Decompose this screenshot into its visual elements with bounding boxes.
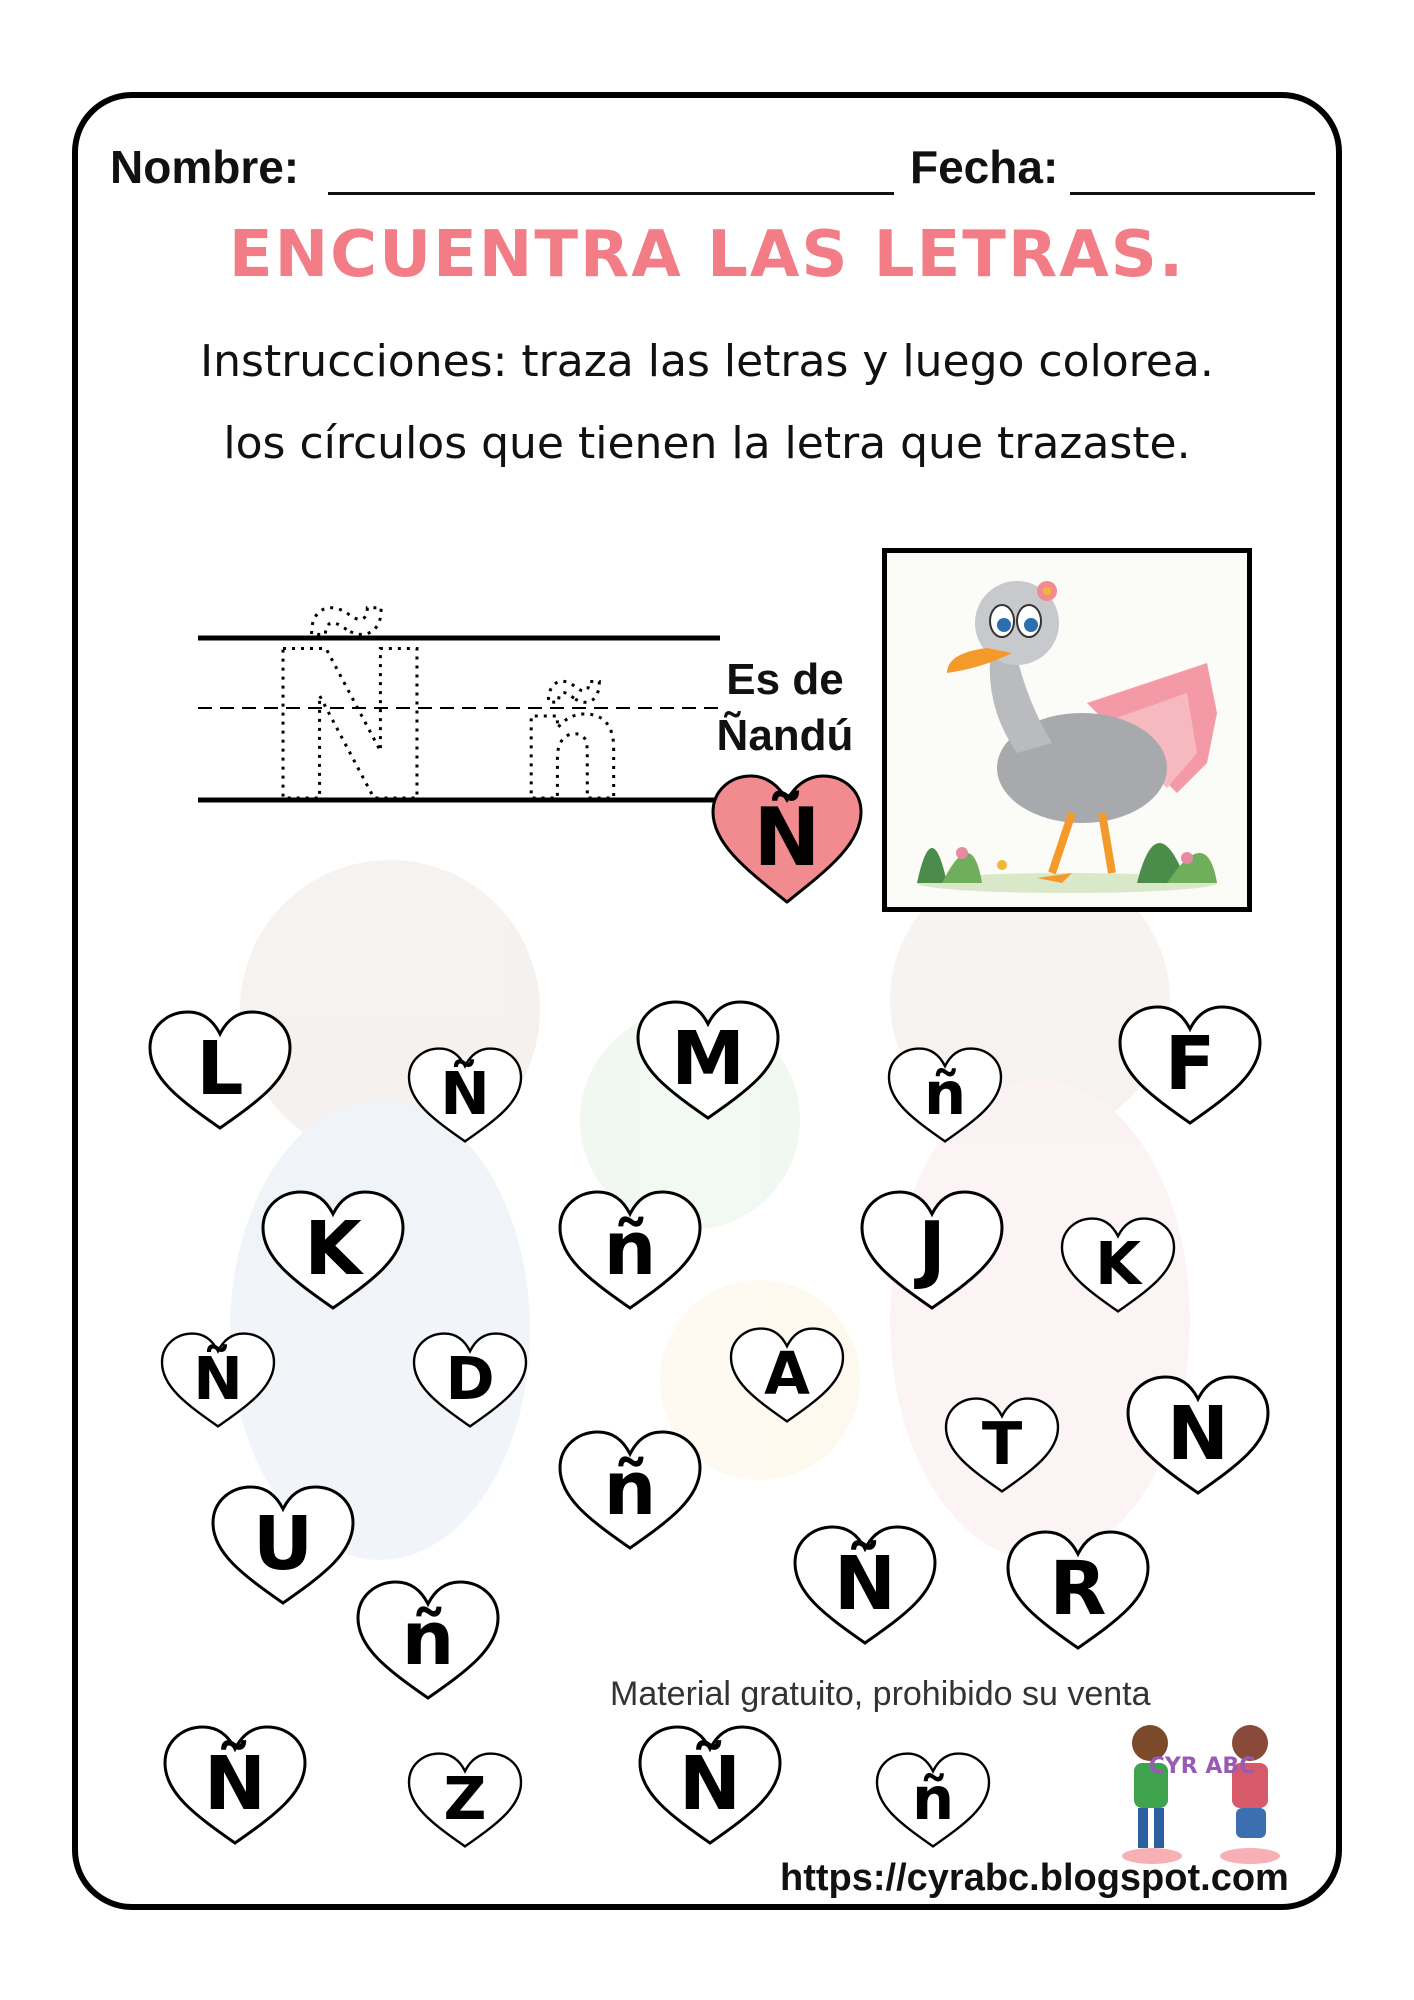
letter-heart[interactable] [560, 1192, 700, 1308]
date-label: Fecha: [910, 141, 1059, 193]
cyrabc-kids-logo [1112, 1718, 1287, 1868]
heart-letter: Ñ [679, 1741, 741, 1827]
heart-letter: A [764, 1339, 810, 1409]
letter-heart[interactable] [1120, 1007, 1260, 1123]
name-label: Nombre: [110, 141, 300, 193]
trace-upper-letter: Ñ [264, 609, 436, 847]
trace-lower-letter: ñ [518, 660, 626, 834]
heart-letter: N [1167, 1391, 1229, 1477]
heart-letter: Ñ [204, 1741, 266, 1827]
letter-heart[interactable] [1062, 1219, 1174, 1312]
heart-letter: ñ [603, 1206, 657, 1292]
letter-heart[interactable] [877, 1754, 989, 1847]
letter-heart[interactable] [150, 1012, 290, 1128]
letter-heart[interactable] [409, 1754, 521, 1847]
feature-heart-letter: Ñ [753, 791, 821, 884]
letter-heart[interactable] [889, 1049, 1001, 1142]
heart-letter: D [445, 1344, 495, 1414]
letter-heart[interactable] [263, 1192, 403, 1308]
letter-heart[interactable] [862, 1192, 1002, 1308]
letter-heart[interactable] [409, 1049, 521, 1142]
heart-letter: Z [443, 1764, 487, 1834]
heart-letter: T [981, 1409, 1023, 1479]
blog-url[interactable]: https://cyrabc.blogspot.com [780, 1857, 1289, 1899]
letter-heart[interactable] [165, 1727, 305, 1843]
letter-heart[interactable] [162, 1334, 274, 1427]
heart-letter: U [252, 1501, 314, 1587]
free-material-notice: Material gratuito, prohibido su venta [610, 1675, 1151, 1713]
heart-letter: ñ [401, 1596, 455, 1682]
heart-letter: R [1049, 1546, 1107, 1632]
heart-letter: J [918, 1206, 946, 1292]
letter-heart[interactable] [638, 1002, 778, 1118]
heart-letter: ñ [923, 1059, 967, 1129]
heart-letter: F [1164, 1021, 1216, 1107]
heart-letter: Ñ [440, 1059, 490, 1129]
heart-letter: ñ [603, 1446, 657, 1532]
instructions-line-2: los círculos que tienen la letra que trazaste. [223, 418, 1191, 469]
letter-heart[interactable] [358, 1582, 498, 1698]
letter-heart[interactable] [560, 1432, 700, 1548]
letter-heart[interactable] [1008, 1532, 1148, 1648]
letter-heart[interactable] [946, 1399, 1058, 1492]
letter-heart[interactable] [414, 1334, 526, 1427]
letter-heart[interactable] [213, 1487, 353, 1603]
letter-heart[interactable] [640, 1727, 780, 1843]
page-title: ENCUENTRA LAS LETRAS. [228, 218, 1186, 292]
feature-caption-line-2: Ñandú [716, 711, 854, 760]
heart-letter: K [304, 1206, 362, 1292]
heart-letter: Ñ [834, 1541, 896, 1627]
heart-letter: ñ [911, 1764, 955, 1834]
logo-text: CYR ABC [1148, 1754, 1256, 1779]
heart-letter: L [196, 1026, 244, 1112]
letter-heart[interactable] [1128, 1377, 1268, 1493]
heart-letter: M [671, 1016, 745, 1102]
instructions-line-1: Instrucciones: traza las letras y luego colorea. [200, 336, 1214, 387]
heart-letter: K [1095, 1229, 1141, 1299]
letter-heart[interactable] [731, 1329, 843, 1422]
feature-caption-line-1: Es de [726, 655, 844, 704]
heart-letter: Ñ [193, 1344, 243, 1414]
letter-heart[interactable] [795, 1527, 935, 1643]
